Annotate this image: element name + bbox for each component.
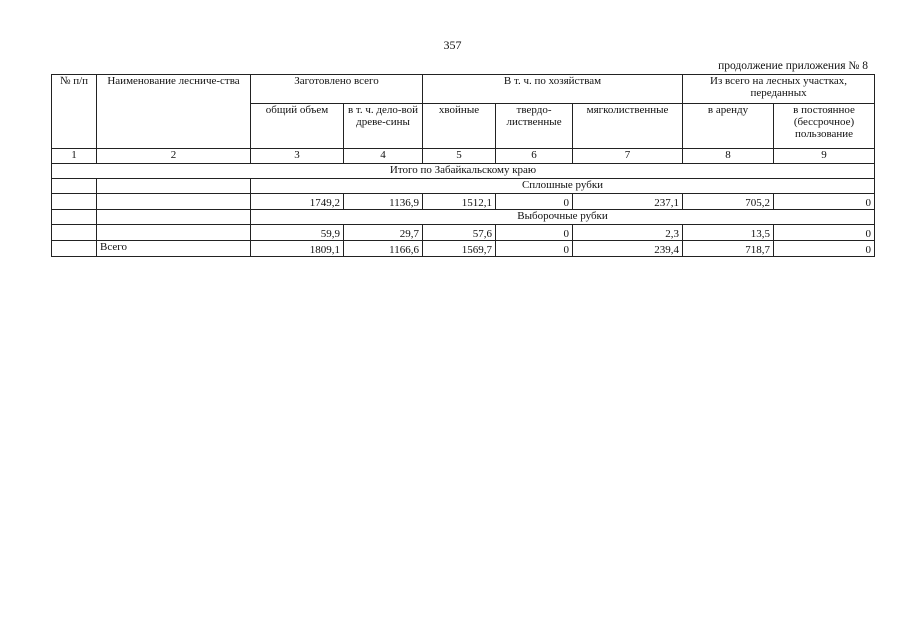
column-index: 7 [573,149,683,164]
total-row [52,241,875,257]
header-total-volume: общий объем [251,104,344,149]
header-name: Наименование лесниче-ства [97,75,251,149]
table-cell: 239,4 [573,241,683,257]
section-title: Итого по Забайкальскому краю [52,164,875,179]
clear-cut-values-row [52,194,875,210]
header-num: № п/п [52,75,97,149]
table-cell: 29,7 [344,225,423,241]
forestry-table [51,74,875,257]
table-cell: 1512,1 [423,194,496,210]
table-cell: 2,3 [573,225,683,241]
header-harvested-total: Заготовлено всего [251,75,423,104]
total-label: Всего [97,241,251,257]
column-index: 8 [683,149,774,164]
table-cell: 0 [774,225,875,241]
table-cell: 0 [774,241,875,257]
header-from-leased: Из всего на лесных участках, переданных [683,75,875,104]
column-index: 1 [52,149,97,164]
table-cell: 0 [496,225,573,241]
selective-cut-title: Выборочные рубки [251,210,875,225]
table-cell: 1569,7 [423,241,496,257]
header-rent: в аренду [683,104,774,149]
section-row [52,164,875,179]
header-permanent-use: в постоянное (бессрочное) пользование [774,104,875,149]
page-number: 357 [443,38,462,52]
column-index: 5 [423,149,496,164]
table-cell: 0 [774,194,875,210]
table-cell: 1136,9 [344,194,423,210]
table-cell: 705,2 [683,194,774,210]
selective-cut-values-row [52,225,875,241]
column-index: 2 [97,149,251,164]
table-cell: 718,7 [683,241,774,257]
table-cell: 1166,6 [344,241,423,257]
clear-cut-title-row [52,179,875,194]
selective-cut-title-row [52,210,875,225]
header-coniferous: хвойные [423,104,496,149]
header-by-farms: В т. ч. по хозяйствам [423,75,683,104]
column-index: 9 [774,149,875,164]
table-cell: 1749,2 [251,194,344,210]
continuation-note: продолжение приложения № 8 [718,60,868,72]
header-hardwood: твердо-лиственные [496,104,573,149]
table-cell: 13,5 [683,225,774,241]
table-cell: 57,6 [423,225,496,241]
table-cell: 0 [496,194,573,210]
header-row-1 [52,75,875,104]
clear-cut-title: Сплошные рубки [251,179,875,194]
table-cell: 59,9 [251,225,344,241]
column-index: 3 [251,149,344,164]
header-business-wood: в т. ч. дело-вой древе-сины [344,104,423,149]
column-index: 6 [496,149,573,164]
table-cell: 237,1 [573,194,683,210]
column-index: 4 [344,149,423,164]
table-cell: 0 [496,241,573,257]
header-softwood: мягколиственные [573,104,683,149]
column-index-row [52,149,875,164]
table-cell: 1809,1 [251,241,344,257]
